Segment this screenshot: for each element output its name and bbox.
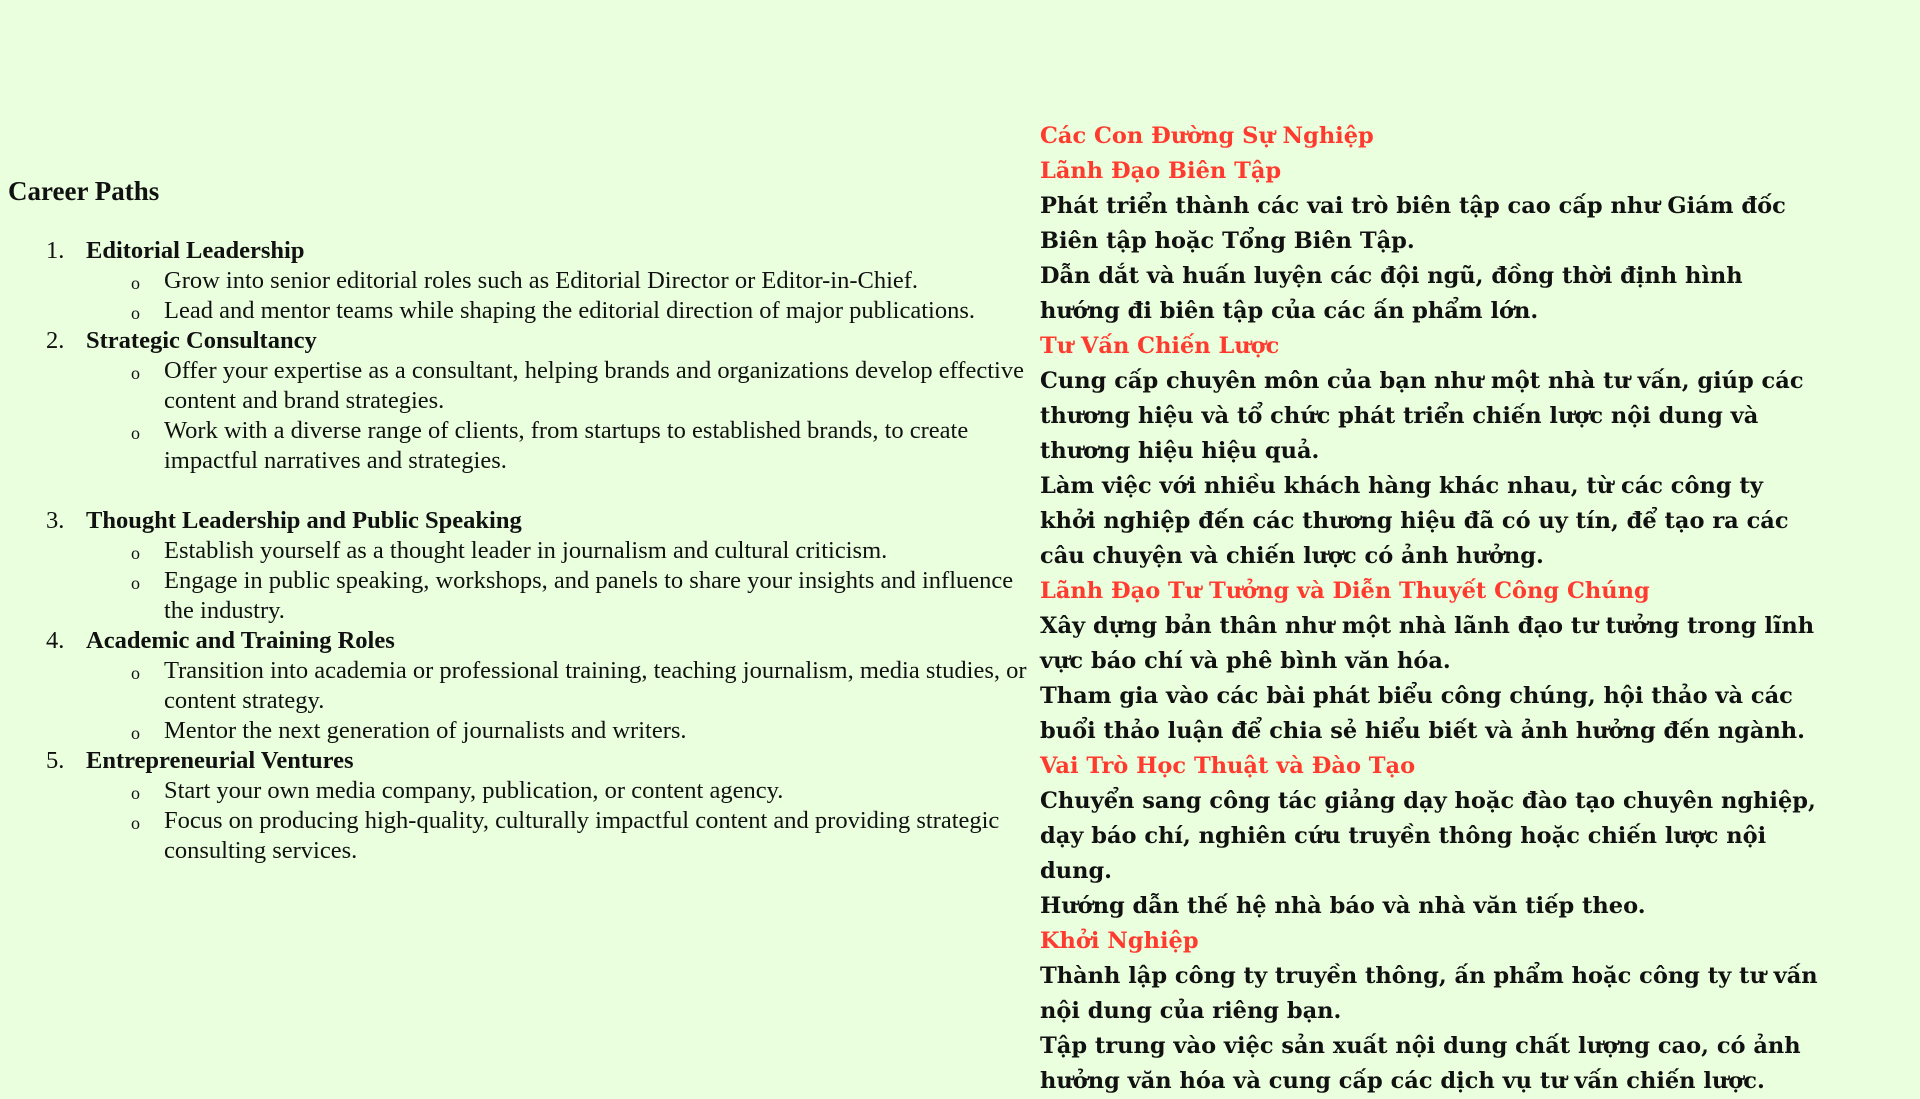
vietnamese-line: Tập trung vào việc sản xuất nội dung chất lượng cao, có ảnh hưởng văn hóa và cung cấp các dịch vụ tư vấn chiến lược. bbox=[1040, 1033, 1801, 1094]
vietnamese-line: Xây dựng bản thân như một nhà lãnh đạo tư tưởng trong lĩnh vực báo chí và phê bình văn hóa. bbox=[1040, 613, 1815, 674]
bullet-marker: o bbox=[131, 543, 140, 563]
bullet-item bbox=[86, 566, 1028, 626]
bullet-text: Mentor the next generation of journalists and writers. bbox=[164, 717, 687, 744]
vietnamese-line: Làm việc với nhiều khách hàng khác nhau, từ các công ty khởi nghiệp đến các thương hiệu đã có uy tín, để tạo ra các câu chuyện và chiến lược có ảnh hưởng. bbox=[1040, 473, 1789, 569]
bullet-item bbox=[86, 656, 1028, 716]
bullet-list bbox=[86, 776, 1028, 866]
english-column bbox=[8, 174, 1028, 866]
bullet-item bbox=[86, 296, 1028, 326]
bullet-marker: o bbox=[131, 573, 140, 593]
bullet-marker: o bbox=[131, 813, 140, 833]
item-number: 4. bbox=[46, 627, 65, 654]
bullet-marker: o bbox=[131, 663, 140, 683]
vietnamese-section-heading: Lãnh Đạo Tư Tưởng và Diễn Thuyết Công Chúng bbox=[1040, 578, 1650, 604]
career-path-item bbox=[8, 236, 1028, 326]
bullet-text: Establish yourself as a thought leader in journalism and cultural criticism. bbox=[164, 537, 888, 564]
bullet-marker: o bbox=[131, 273, 140, 293]
career-path-item bbox=[8, 626, 1028, 746]
bullet-marker: o bbox=[131, 303, 140, 323]
vietnamese-line: Cung cấp chuyên môn của bạn như một nhà tư vấn, giúp các thương hiệu và tổ chức phát triển chiến lược nội dung và thương hiệu hiệu quả. bbox=[1040, 368, 1804, 464]
bullet-item bbox=[86, 266, 1028, 296]
bullet-list bbox=[86, 356, 1028, 476]
bullet-item bbox=[86, 716, 1028, 746]
bullet-list bbox=[86, 656, 1028, 746]
vietnamese-section-heading: Khởi Nghiệp bbox=[1040, 928, 1199, 954]
item-number: 5. bbox=[46, 747, 65, 774]
bullet-list bbox=[86, 266, 1028, 326]
bullet-item bbox=[86, 536, 1028, 566]
english-title: Career Paths bbox=[8, 176, 160, 206]
bullet-text: Focus on producing high-quality, culturally impactful content and providing strategic consulting services. bbox=[164, 807, 1000, 864]
career-path-item bbox=[8, 326, 1028, 476]
item-number: 2. bbox=[46, 327, 65, 354]
bullet-item bbox=[86, 356, 1028, 416]
bullet-item bbox=[86, 416, 1028, 476]
career-path-list bbox=[8, 236, 1028, 866]
vietnamese-title: Các Con Đường Sự Nghiệp bbox=[1040, 123, 1374, 149]
bullet-text: Lead and mentor teams while shaping the editorial direction of major publications. bbox=[164, 297, 975, 324]
bullet-text: Work with a diverse range of clients, from startups to established brands, to create impactful narratives and strategies. bbox=[164, 417, 969, 474]
item-heading: Thought Leadership and Public Speaking bbox=[86, 507, 522, 534]
vietnamese-line: Tham gia vào các bài phát biểu công chúng, hội thảo và các buổi thảo luận để chia sẻ hiểu biết và ảnh hưởng đến ngành. bbox=[1040, 683, 1805, 744]
vietnamese-section-heading: Lãnh Đạo Biên Tập bbox=[1040, 158, 1282, 184]
vietnamese-column bbox=[1040, 119, 1820, 1099]
item-heading: Strategic Consultancy bbox=[86, 327, 317, 354]
item-heading: Academic and Training Roles bbox=[86, 627, 395, 654]
bullet-marker: o bbox=[131, 363, 140, 383]
item-number: 1. bbox=[46, 237, 65, 264]
bullet-text: Offer your expertise as a consultant, helping brands and organizations develop effective content and brand strategies. bbox=[164, 357, 1024, 414]
vietnamese-line: Thành lập công ty truyền thông, ấn phẩm hoặc công ty tư vấn nội dung của riêng bạn. bbox=[1040, 963, 1818, 1024]
bullet-marker: o bbox=[131, 723, 140, 743]
bullet-text: Transition into academia or professional training, teaching journalism, media studies, or content strategy. bbox=[164, 657, 1027, 714]
career-path-item bbox=[8, 506, 1028, 626]
vietnamese-line: Phát triển thành các vai trò biên tập cao cấp như Giám đốc Biên tập hoặc Tổng Biên Tập. bbox=[1040, 193, 1786, 254]
career-path-item bbox=[8, 746, 1028, 866]
bullet-text: Grow into senior editorial roles such as Editorial Director or Editor-in-Chief. bbox=[164, 267, 919, 294]
item-number: 3. bbox=[46, 507, 65, 534]
bullet-marker: o bbox=[131, 423, 140, 443]
item-heading: Editorial Leadership bbox=[86, 237, 305, 264]
vietnamese-section-heading: Vai Trò Học Thuật và Đào Tạo bbox=[1040, 753, 1416, 779]
bullet-list bbox=[86, 536, 1028, 626]
vietnamese-section-heading: Tư Vấn Chiến Lược bbox=[1040, 333, 1280, 359]
item-heading: Entrepreneurial Ventures bbox=[86, 747, 354, 774]
bullet-marker: o bbox=[131, 783, 140, 803]
bullet-text: Start your own media company, publication, or content agency. bbox=[164, 777, 784, 804]
bullet-item bbox=[86, 776, 1028, 806]
vietnamese-line: Chuyển sang công tác giảng dạy hoặc đào tạo chuyên nghiệp, dạy báo chí, nghiên cứu truyền thông hoặc chiến lược nội dung. bbox=[1040, 788, 1816, 884]
vietnamese-line: Dẫn dắt và huấn luyện các đội ngũ, đồng thời định hình hướng đi biên tập của các ấn phẩm lớn. bbox=[1040, 263, 1743, 324]
bullet-item bbox=[86, 806, 1028, 866]
bullet-text: Engage in public speaking, workshops, and panels to share your insights and influence the industry. bbox=[164, 567, 1014, 624]
vietnamese-line: Hướng dẫn thế hệ nhà báo và nhà văn tiếp theo. bbox=[1040, 893, 1646, 919]
